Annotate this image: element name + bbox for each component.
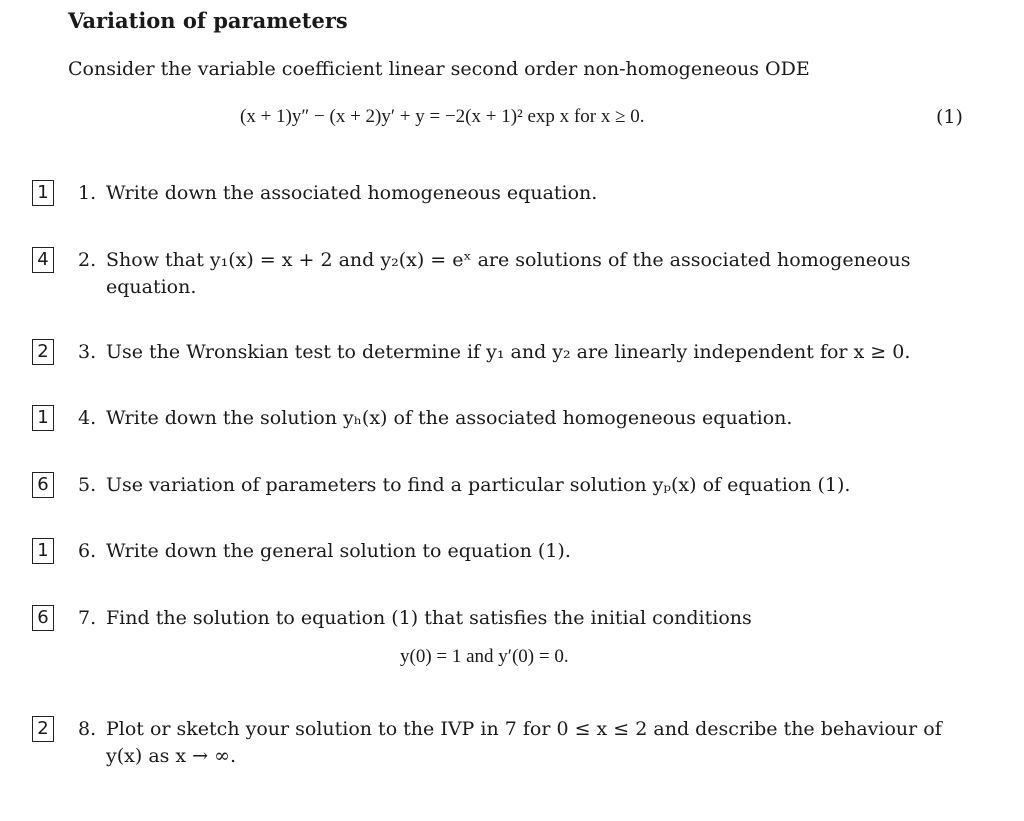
question-number: 3. bbox=[78, 341, 97, 363]
question-text-continued: equation. bbox=[106, 276, 197, 298]
marks-box: 6 bbox=[32, 472, 54, 498]
question-text: Use variation of parameters to find a particular solution yₚ(x) of equation (1). bbox=[106, 474, 851, 496]
question-number: 5. bbox=[78, 474, 97, 496]
question-text-continued: y(x) as x → ∞. bbox=[106, 745, 237, 767]
marks-box: 2 bbox=[32, 339, 54, 365]
marks-box: 1 bbox=[32, 180, 54, 206]
question-text: Use the Wronskian test to determine if y₁ and y₂ are linearly independent for x ≥ 0. bbox=[106, 341, 911, 363]
question-text: Find the solution to equation (1) that satisfies the initial conditions bbox=[106, 607, 752, 629]
question-text: Write down the associated homogeneous equation. bbox=[106, 182, 598, 204]
marks-box: 4 bbox=[32, 247, 54, 273]
page-title: Variation of parameters bbox=[68, 8, 348, 33]
marks-box: 2 bbox=[32, 716, 54, 742]
equation-number: (1) bbox=[936, 106, 963, 128]
initial-conditions: y(0) = 1 and y′(0) = 0. bbox=[400, 646, 569, 667]
question-text: Write down the solution yₕ(x) of the associated homogeneous equation. bbox=[106, 407, 793, 429]
question-number: 6. bbox=[78, 540, 97, 562]
marks-box: 1 bbox=[32, 538, 54, 564]
marks-box: 1 bbox=[32, 405, 54, 431]
question-text: Write down the general solution to equation (1). bbox=[106, 540, 571, 562]
question-number: 1. bbox=[78, 182, 97, 204]
question-text: Plot or sketch your solution to the IVP in 7 for 0 ≤ x ≤ 2 and describe the behaviour of bbox=[106, 718, 942, 740]
question-text: Show that y₁(x) = x + 2 and y₂(x) = eˣ are solutions of the associated homogeneous bbox=[106, 249, 911, 271]
marks-box: 6 bbox=[32, 605, 54, 631]
question-number: 8. bbox=[78, 718, 97, 740]
main-equation: (x + 1)y″ − (x + 2)y′ + y = −2(x + 1)² exp x for x ≥ 0. bbox=[240, 106, 645, 127]
question-number: 2. bbox=[78, 249, 97, 271]
intro-text: Consider the variable coefficient linear second order non-homogeneous ODE bbox=[68, 58, 810, 80]
question-number: 4. bbox=[78, 407, 97, 429]
question-number: 7. bbox=[78, 607, 97, 629]
